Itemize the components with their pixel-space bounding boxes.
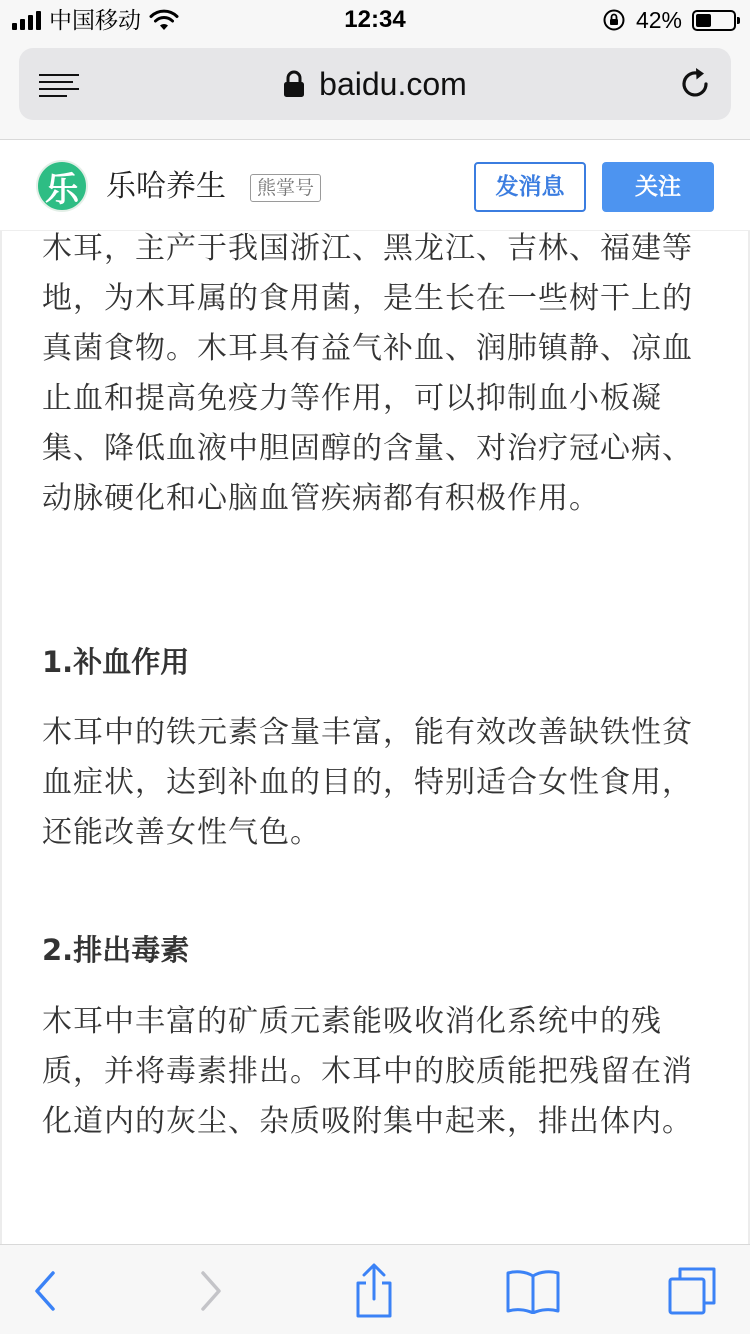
battery-icon [692, 10, 736, 31]
status-time: 12:34 [344, 6, 406, 33]
tabs-icon [666, 1265, 718, 1317]
url-display[interactable] [19, 66, 731, 102]
section-heading: 1.补血作用 [42, 645, 190, 679]
share-icon [352, 1263, 396, 1319]
browser-bar [0, 40, 750, 140]
battery-fill [696, 14, 711, 27]
section-body: 木耳中的铁元素含量丰富，能有效改善缺铁性贫血症状，达到补血的目的，特别适合女性食用，还能改善女性气色。 [42, 715, 693, 850]
battery-percent: 42% [635, 7, 682, 33]
carrier-name: 中国移动 [49, 7, 141, 33]
account-name[interactable]: 乐哈养生 [106, 169, 226, 204]
share-button[interactable] [344, 1261, 404, 1321]
url-text: baidu.com [319, 66, 467, 102]
article-intro: 木耳，主产于我国浙江、黑龙江、吉林、福建等地，为木耳属的食用菌，是生长在一些树干上的真菌食物。木耳具有益气补血、润肺镇静、凉血止血和提高免疫力等作用，可以抑制血小板凝集、降低血液中胆固醇的含量、对治疗冠心病、动脉硬化和心脑血管疾病都有积极作用。 [42, 231, 693, 516]
status-left [12, 6, 179, 34]
forward-button[interactable] [182, 1261, 242, 1321]
reload-icon[interactable] [677, 66, 713, 102]
signal-icon [12, 10, 41, 30]
bookmarks-icon [505, 1268, 561, 1314]
account-header [0, 141, 750, 231]
section-body: 木耳中丰富的矿质元素能吸收消化系统中的残质，并将毒素排出。木耳中的胶质能把残留在消化道内的灰尘、杂质吸附集中起来，排出体内。 [42, 1004, 693, 1139]
wifi-icon [149, 9, 179, 31]
address-bar[interactable] [19, 48, 731, 120]
content-edge-left [0, 231, 2, 1244]
status-bar [0, 0, 750, 40]
section-heading: 2.排出毒素 [42, 933, 190, 967]
back-button[interactable] [14, 1261, 74, 1321]
avatar[interactable]: 乐 [36, 160, 88, 212]
article-content [0, 231, 750, 1244]
orientation-lock-icon [602, 8, 626, 32]
account-badge: 熊掌号 [250, 174, 321, 202]
bottom-toolbar [0, 1244, 750, 1334]
forward-icon [197, 1269, 227, 1313]
send-message-button[interactable]: 发消息 [474, 162, 586, 212]
follow-button[interactable]: 关注 [602, 162, 714, 212]
bookmarks-button[interactable] [503, 1261, 563, 1321]
lock-icon [283, 70, 305, 98]
tabs-button[interactable] [662, 1261, 722, 1321]
status-right [602, 6, 736, 34]
back-icon [29, 1269, 59, 1313]
